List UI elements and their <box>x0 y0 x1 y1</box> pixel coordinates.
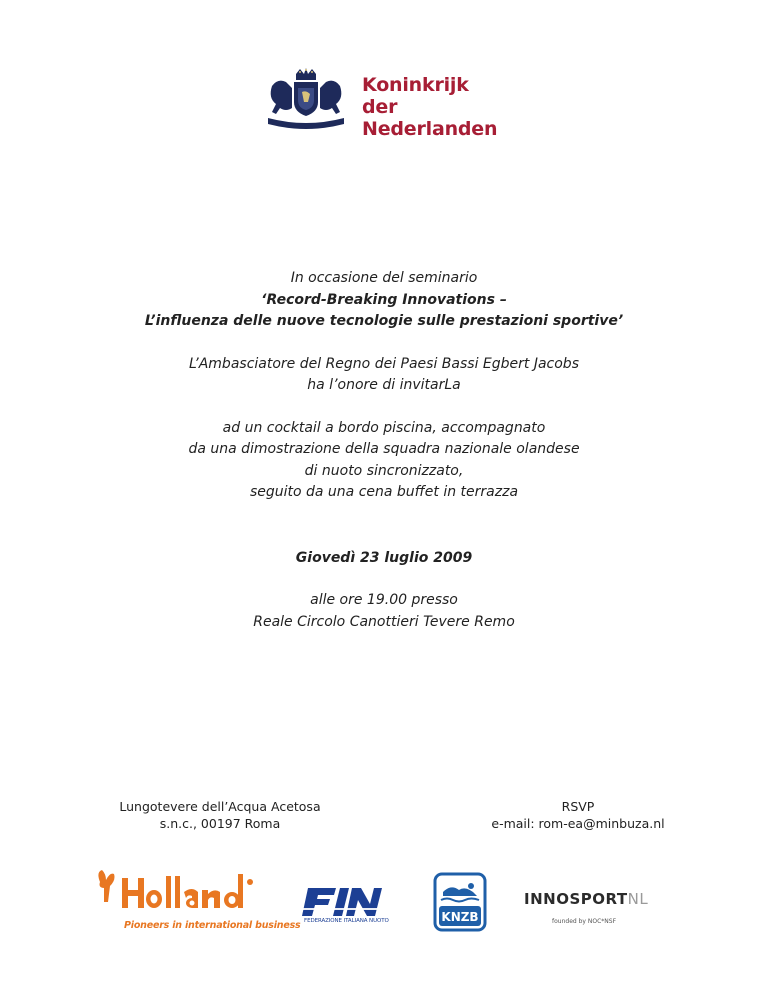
innosport-founded-by: founded by NOC*NSF <box>552 918 617 925</box>
holland-logo <box>94 868 301 934</box>
event-time: alle ore 19.00 presso <box>310 592 458 608</box>
event-venue: Reale Circolo Canottieri Tevere Remo <box>253 613 515 630</box>
fin-logo <box>300 884 392 926</box>
innosport-wordmark-dark: INNOSPORT <box>524 890 628 908</box>
ministry-name <box>362 74 538 140</box>
rsvp-email[interactable]: e-mail: rom-ea@minbuza.nl <box>491 816 665 831</box>
knzb-logo <box>433 872 487 932</box>
event-line3: di nuoto sincronizzato, <box>304 462 464 479</box>
event-line1: ad un cocktail a bordo piscina, accompagnato <box>222 419 546 436</box>
address-line2: s.n.c., 00197 Roma <box>159 816 281 831</box>
ministry-name-line1: Koninkrijk <box>362 74 469 96</box>
ministry-name-line2: der Nederlanden <box>362 96 498 140</box>
royal-coat-of-arms-icon <box>258 68 354 132</box>
holland-tagline: Pioneers in international business <box>124 920 301 931</box>
fin-wordmark-icon <box>300 884 392 918</box>
innosport-wordmark <box>524 890 648 908</box>
fin-tagline: FEDERAZIONE ITALIANA NUOTO <box>304 918 389 924</box>
innosport-wordmark-light: NL <box>627 890 649 908</box>
host-line2: ha l’onore di invitarLa <box>307 377 461 393</box>
venue-address <box>110 798 330 832</box>
seminar-title-line2: L’influenza delle nuove tecnologie sulle prestazioni sportive’ <box>144 313 624 329</box>
seminar-title-line1: ‘Record-Breaking Innovations – <box>261 291 507 308</box>
address-line1: Lungotevere dell’Acqua Acetosa <box>119 799 321 814</box>
sponsor-logos <box>0 860 768 940</box>
rsvp-block <box>468 798 688 832</box>
knzb-text: KNZB <box>441 910 479 924</box>
letterhead <box>258 68 538 140</box>
event-line2: da una dimostrazione della squadra nazionale olandese <box>188 441 580 457</box>
host-line1: L’Ambasciatore del Regno dei Paesi Bassi Egbert Jacobs <box>188 355 579 372</box>
knzb-swimmer-badge-icon <box>433 872 487 932</box>
innosport-logo <box>524 882 654 930</box>
holland-tulip-wordmark-icon <box>94 868 280 920</box>
event-date: Giovedì 23 luglio 2009 <box>295 549 473 566</box>
invitation-text <box>0 268 768 633</box>
intro-line: In occasione del seminario <box>290 270 478 286</box>
rsvp-label: RSVP <box>561 799 595 814</box>
event-line4: seguito da una cena buffet in terrazza <box>249 484 519 500</box>
